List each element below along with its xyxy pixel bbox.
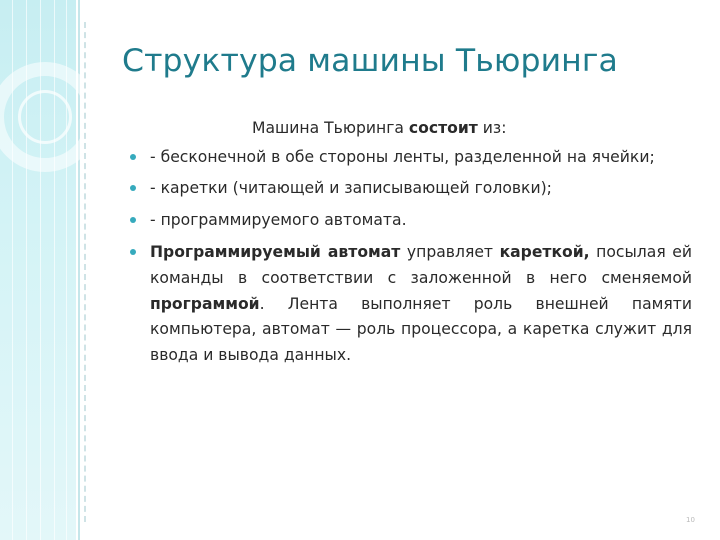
bullet-dot-icon (130, 249, 136, 255)
decorative-ring-inner (18, 90, 72, 144)
decorative-dashed-line (84, 22, 86, 522)
list-item-text: - каретки (читающей и записывающей головки); (150, 179, 552, 198)
intro-prefix: Машина Тьюринга (252, 119, 409, 137)
text-plain: . Лента выполняет роль внешней памяти компьютера, автомат — роль процессора, а каретка служит для ввода и вывода данных. (150, 294, 692, 364)
intro-bold-word: состоит (408, 119, 478, 137)
list-item (130, 145, 692, 171)
intro-line (130, 116, 692, 142)
list-item (130, 208, 692, 234)
intro-suffix: из: (477, 119, 507, 137)
text-bold: кареткой, (499, 243, 590, 262)
decorative-side-band (0, 0, 78, 540)
text-plain: управляет (400, 243, 500, 262)
list-item-text: - программируемого автомата. (150, 210, 407, 229)
text-bold: Программируемый автомат (150, 243, 401, 262)
text-plain: посылая ей команды в соответствии с заложенной в него сменяемой (150, 243, 692, 287)
bullet-dot-icon (130, 185, 136, 191)
list-item-text: - бесконечной в обе стороны ленты, разделенной на ячейки; (150, 147, 655, 166)
list-item-text (150, 240, 692, 368)
bullet-dot-icon (130, 154, 136, 160)
list-item (130, 240, 692, 368)
slide-title: Структура машины Тьюринга (122, 43, 618, 79)
bullet-dot-icon (130, 217, 136, 223)
page-number: 10 (686, 516, 695, 524)
text-bold: программой (150, 294, 260, 313)
slide-body (130, 116, 692, 368)
list-item (130, 176, 692, 202)
